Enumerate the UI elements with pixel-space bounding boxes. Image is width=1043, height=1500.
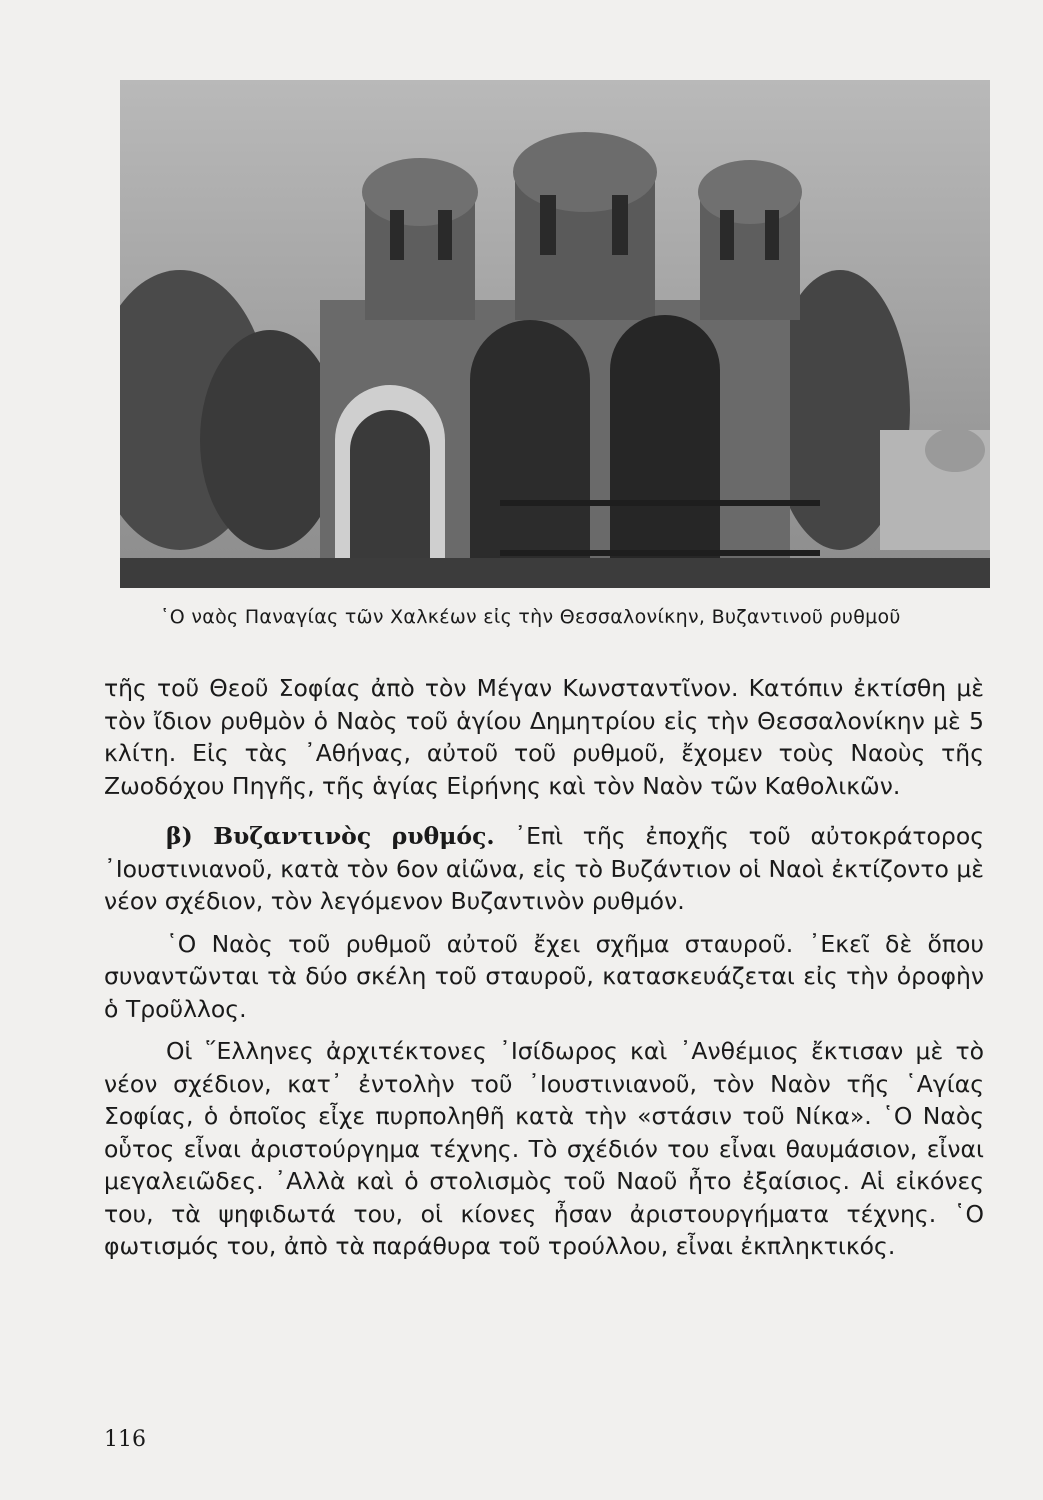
- figure-caption: ῾Ο ναὸς Παναγίας τῶν Χαλκέων εἰς τὴν Θεσσαλονίκην, Βυζαντινοῦ ρυθμοῦ: [160, 606, 901, 628]
- section-b-text: ᾿Επὶ τῆς ἐποχῆς τοῦ αὐτοκράτορος ᾿Ιουστινιανοῦ, κατὰ τὸν 6ον αἰῶνα, εἰς τὸ Βυζάντιον οἱ Ναοὶ ἐκτίζοντο μὲ νέον σχέδιον, τὸν λεγόμενον Βυζαντινὸν ρυθμόν.: [104, 822, 985, 915]
- church-photo: [120, 80, 990, 588]
- page-number: 116: [104, 1427, 146, 1452]
- section-b-title: β) Βυζαντινὸς ρυθμός.: [166, 822, 495, 850]
- church-photo-icon: [120, 80, 990, 588]
- paragraph-3: Οἱ ῞Ελληνες ἀρχιτέκτονες ᾿Ισίδωρος καὶ ᾿Ανθέμιος ἔκτισαν μὲ τὸ νέον σχέδιον, κατ᾿ ἐντολὴν τοῦ ᾿Ιουστινιανοῦ, τὸν Ναὸν τῆς ῾Αγίας Σοφίας, ὁ ὁποῖος εἶχε πυρποληθῆ κατὰ τὴν «στάσιν τοῦ Νίκα». ῾Ο Ναὸς οὗτος εἶναι ἀριστούργημα τέχνης. Τὸ σχέδιόν του εἶναι θαυμάσιον, εἶναι μεγαλειῶδες. ᾿Αλλὰ καὶ ὁ στολισμὸς τοῦ Ναοῦ ἦτο ἐξαίσιος. Αἱ εἰκόνες του, τὰ ψηφιδωτά του, οἱ κίονες ἦσαν ἀριστουργήματα τέχνης. ῾Ο φωτισμός του, ἀπὸ τὰ παράθυρα τοῦ τρούλλου, εἶναι ἐκπληκτικός.: [104, 1037, 984, 1260]
- section-b: [104, 820, 984, 918]
- paragraph-2: ῾Ο Ναὸς τοῦ ρυθμοῦ αὐτοῦ ἔχει σχῆμα σταυροῦ. ᾿Εκεῖ δὲ ὅπου συναντῶνται τὰ δύο σκέλη τοῦ σταυροῦ, κατασκευάζεται εἰς τὴν ὀροφὴν ὁ Τροῦλλος.: [104, 929, 984, 1023]
- paragraph-1: τῆς τοῦ Θεοῦ Σοφίας ἀπὸ τὸν Μέγαν Κωνσταντῖνον. Κατόπιν ἐκτίσθη μὲ τὸν ἴδιον ρυθμὸν ὁ Ναὸς τοῦ ἁγίου Δημητρίου εἰς τὴν Θεσσαλονίκην μὲ 5 κλίτη. Εἰς τὰς ᾿Αθήνας, αὐτοῦ τοῦ ρυθμοῦ, ἔχομεν τοὺς Ναοὺς τῆς Ζωοδόχου Πηγῆς, τῆς ἁγίας Εἰρήνης καὶ τὸν Ναὸν τῶν Καθολικῶν.: [104, 674, 984, 800]
- body-text: [104, 672, 984, 1263]
